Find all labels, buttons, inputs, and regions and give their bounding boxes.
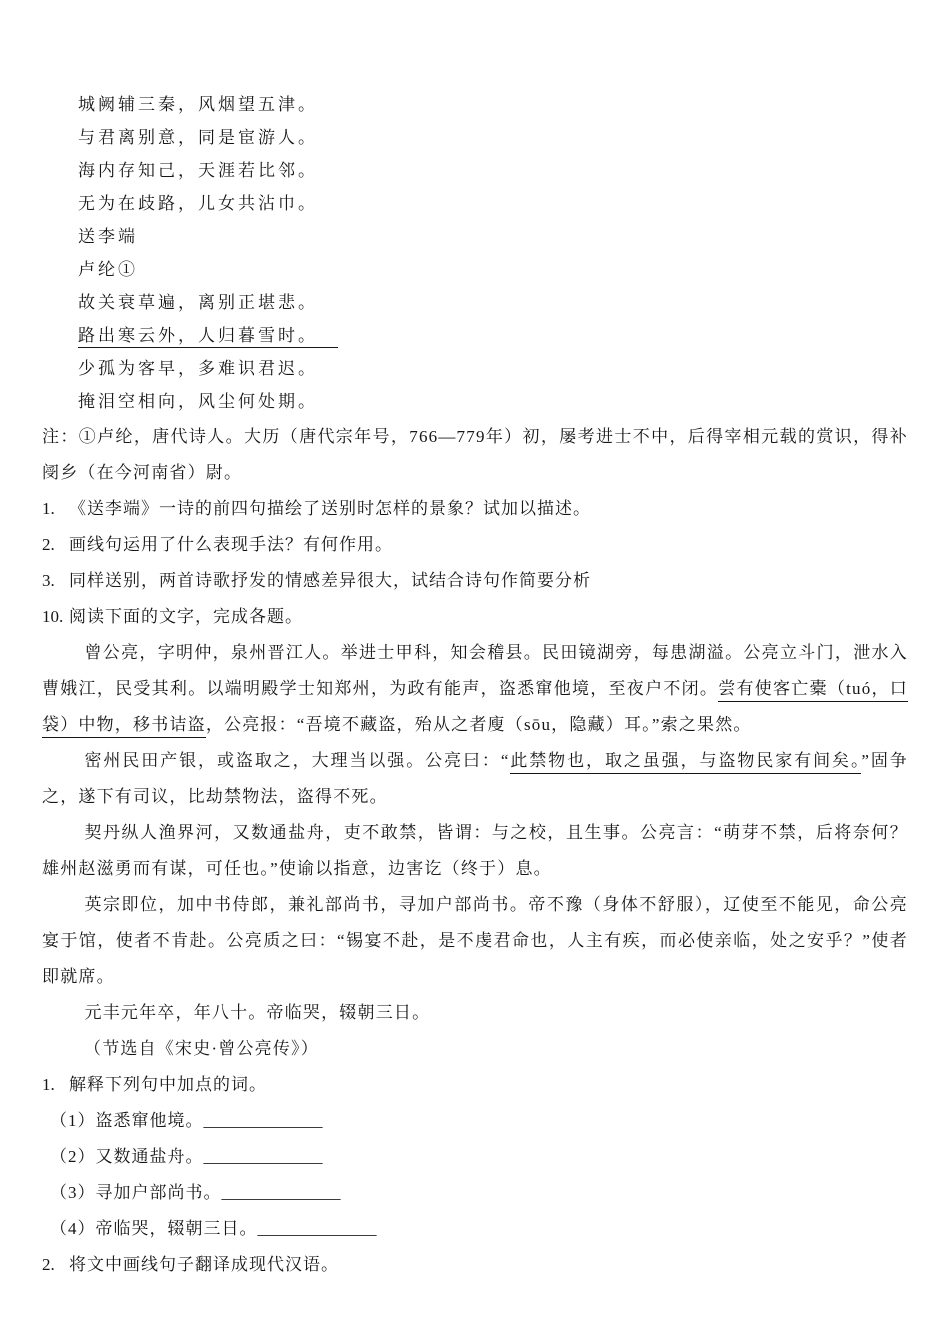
poem-question-2 xyxy=(42,527,908,563)
section-number: 10. xyxy=(42,607,64,626)
answer-blank: ______________ xyxy=(221,1183,341,1202)
item-number: （1） xyxy=(50,1111,96,1130)
passage-paragraph-4: 英宗即位，加中书侍郎，兼礼部尚书，寻加户部尚书。帝不豫（身体不舒服），辽使至不能见，命公亮宴于馆，使者不肯赴。公亮质之曰：“锡宴不赴，是不虔君命也，人主有疾，而必使亲临，处之安乎？”使者即就席。 xyxy=(42,895,908,986)
poem-question-1 xyxy=(42,491,908,527)
poem-questions xyxy=(42,491,908,599)
poem-section xyxy=(78,88,908,418)
passage-paragraph-5: 元丰元年卒，年八十。帝临哭，辍朝三日。 xyxy=(84,1003,431,1022)
passage-paragraph-2 xyxy=(42,743,908,815)
item-text: 又数通盐舟。 xyxy=(95,1147,204,1166)
poem-question-3 xyxy=(42,563,908,599)
question-number: 3. xyxy=(42,571,55,590)
question-text: 画线句运用了什么表现手法？有何作用。 xyxy=(69,535,393,554)
answer-blank: ______________ xyxy=(203,1111,323,1130)
item-text: 寻加户部尚书。 xyxy=(95,1183,222,1202)
source-attribution: （节选自《宋史·曾公亮传》） xyxy=(84,1039,319,1058)
item-number: （2） xyxy=(50,1147,96,1166)
item-text: 帝临哭，辍朝三日。 xyxy=(95,1219,258,1238)
answer-blank: ______________ xyxy=(257,1219,377,1238)
paragraph-text: 曾公亮，字明仲，泉州晋江人。举进士甲科，知会稽县。民田镜湖旁，每患湖溢。公亮立斗门，泄水入曹娥江，民受其利。以端明殿学士知郑州，为政有能声，盗悉窜他境，至夜户不闭。 xyxy=(42,643,908,698)
question-number: 1. xyxy=(42,1075,55,1094)
translation-question xyxy=(42,1247,908,1283)
poem1-line-1: 城阙辅三秦，风烟望五津。 xyxy=(78,95,318,114)
poem2-line-2 xyxy=(78,319,908,352)
question-number: 1. xyxy=(42,499,55,518)
poem2-line-4: 掩泪空相向，风尘何处期。 xyxy=(78,392,318,411)
poem1-line-4: 无为在歧路，儿女共沾巾。 xyxy=(78,194,318,213)
passage-paragraph-3: 契丹纵人渔界河，又数通盐舟，吏不敢禁，皆谓：与之校，且生事。公亮言：“萌芽不禁，后将奈何？雄州赵滋勇而有谋，可任也。”使谕以指意，边害讫（终于）息。 xyxy=(42,823,908,878)
item-number: （3） xyxy=(50,1183,96,1202)
reading-task-heading xyxy=(42,599,908,635)
answer-blank: ______________ xyxy=(203,1147,323,1166)
poem2-author: 卢纶① xyxy=(78,260,138,279)
word-item-3 xyxy=(50,1175,908,1211)
underlined-poem-clause: 路出寒云外，人归暮雪时。 xyxy=(78,326,338,348)
word-item-2 xyxy=(50,1139,908,1175)
poem2-line-3: 少孤为客早，多难识君迟。 xyxy=(78,359,318,378)
question-text: 同样送别，两首诗歌抒发的情感差异很大，试结合诗句作简要分析 xyxy=(69,571,591,590)
word-item-4 xyxy=(50,1211,908,1247)
poem2-title: 送李端 xyxy=(78,227,138,246)
question-text: 将文中画线句子翻译成现代汉语。 xyxy=(69,1255,339,1274)
paragraph-text: ，公亮报：“吾境不藏盗，殆从之者廋（sōu，隐藏）耳。”索之果然。 xyxy=(205,715,752,734)
classical-passage xyxy=(42,635,908,1067)
word-item-1 xyxy=(50,1103,908,1139)
paragraph-text: ”固争之，遂下有司议，比劫禁物法，盗得不死。 xyxy=(42,751,908,806)
question-text: 《送李端》一诗的前四句描绘了送别时怎样的景象？试加以描述。 xyxy=(69,499,591,518)
question-number: 2. xyxy=(42,1255,55,1274)
item-number: （4） xyxy=(50,1219,96,1238)
passage-questions xyxy=(42,1067,908,1283)
underlined-clause: 尝有使客亡橐（tuó，口袋）中物，移书诘盗 xyxy=(42,679,908,738)
item-text: 盗悉窜他境。 xyxy=(95,1111,204,1130)
poem1-line-3: 海内存知己，天涯若比邻。 xyxy=(78,161,318,180)
poem1-line-2: 与君离别意，同是宦游人。 xyxy=(78,128,318,147)
poem2-line-1: 故关衰草遍，离别正堪悲。 xyxy=(78,293,318,312)
passage-paragraph-1 xyxy=(42,635,908,743)
word-explanation-question xyxy=(42,1067,908,1103)
question-text: 解释下列句中加点的词。 xyxy=(69,1075,267,1094)
paragraph-text: 密州民田产银，或盗取之，大理当以强。公亮曰：“ xyxy=(84,751,510,770)
underlined-clause: 此禁物也，取之虽强，与盗物民家有间矣。 xyxy=(510,751,862,774)
question-number: 2. xyxy=(42,535,55,554)
section-text: 阅读下面的文字，完成各题。 xyxy=(69,607,303,626)
poet-footnote: 注：①卢纶，唐代诗人。大历（唐代宗年号，766—779年）初，屡考进士不中，后得宰相元载的赏识，得补阌乡（在今河南省）尉。 xyxy=(42,427,908,482)
